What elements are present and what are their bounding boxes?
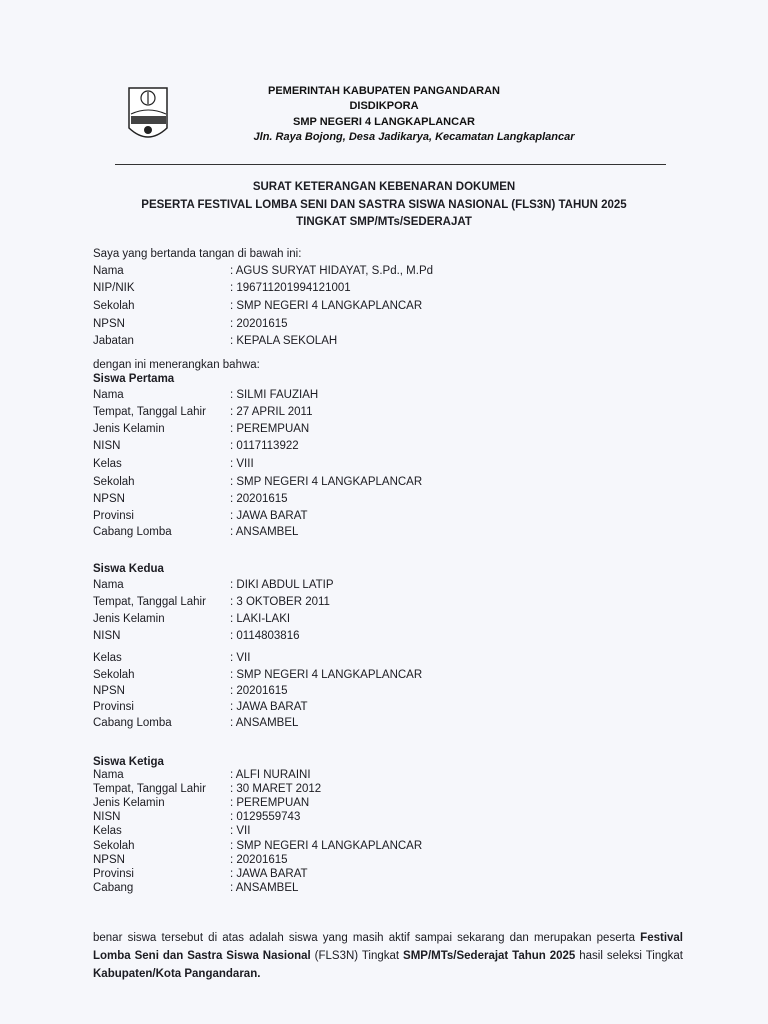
field-value: : SMP NEGERI 4 LANGKAPLANCAR	[230, 669, 423, 681]
field-label: Provinsi	[93, 868, 134, 880]
field-label: Cabang Lomba	[93, 526, 172, 538]
field-label: Cabang Lomba	[93, 717, 172, 729]
student-row	[93, 389, 318, 401]
field-value: : 0117113922	[230, 440, 299, 452]
student-row	[93, 458, 254, 470]
field-label: Cabang	[93, 882, 134, 894]
signer-row	[93, 300, 422, 312]
field-value: : SMP NEGERI 4 LANGKAPLANCAR	[230, 476, 423, 488]
statement-text: dengan ini menerangkan bahwa:	[93, 359, 260, 371]
signer-row	[93, 265, 433, 277]
field-label: NISN	[93, 811, 121, 823]
field-value: : 20201615	[230, 318, 288, 330]
field-value: : 196711201994121001	[230, 282, 351, 294]
student-heading: Siswa Kedua	[93, 563, 164, 575]
field-label: Jenis Kelamin	[93, 797, 165, 809]
field-value: : ANSAMBEL	[230, 882, 299, 894]
field-value: : 30 MARET 2012	[230, 783, 322, 795]
field-label: Nama	[93, 579, 124, 591]
student-row	[93, 440, 299, 452]
field-value: : KEPALA SEKOLAH	[230, 335, 338, 347]
field-label: Kelas	[93, 825, 122, 837]
field-value: : 0129559743	[230, 811, 301, 823]
student-row	[93, 854, 288, 866]
letterhead-school: SMP NEGERI 4 LANGKAPLANCAR	[293, 116, 475, 128]
field-label: Nama	[93, 389, 124, 401]
field-value: : 20201615	[230, 854, 288, 866]
field-value: : JAWA BARAT	[230, 868, 308, 880]
student-heading: Siswa Ketiga	[93, 756, 164, 768]
student-row	[93, 840, 422, 852]
field-label: Kelas	[93, 652, 122, 664]
field-label: Provinsi	[93, 510, 134, 522]
letterhead-address: Jln. Raya Bojong, Desa Jadikarya, Kecamatan Langkaplancar	[253, 131, 575, 143]
field-label: Sekolah	[93, 840, 135, 852]
field-value: : SMP NEGERI 4 LANGKAPLANCAR	[230, 840, 423, 852]
field-value: : ANSAMBEL	[230, 526, 299, 538]
field-value: : VII	[230, 652, 251, 664]
student-row	[93, 783, 321, 795]
student-row	[93, 717, 298, 729]
student-row	[93, 493, 288, 505]
field-label: Kelas	[93, 458, 122, 470]
signer-row	[93, 335, 337, 347]
field-label: Jabatan	[93, 335, 134, 347]
field-label: Jenis Kelamin	[93, 613, 165, 625]
student-row	[93, 630, 300, 642]
student-row	[93, 423, 309, 435]
student-heading: Siswa Pertama	[93, 373, 175, 385]
student-row	[93, 526, 298, 538]
student-row	[93, 882, 298, 894]
field-label: Provinsi	[93, 701, 134, 713]
student-row	[93, 685, 288, 697]
signer-row	[93, 318, 288, 330]
student-row	[93, 811, 300, 823]
field-label: NIP/NIK	[93, 282, 135, 294]
field-value: : 3 OKTOBER 2011	[230, 596, 330, 608]
student-row	[93, 596, 330, 608]
field-label: Sekolah	[93, 669, 135, 681]
field-value: : PEREMPUAN	[230, 797, 310, 809]
student-row	[93, 510, 308, 522]
field-label: NISN	[93, 440, 121, 452]
field-value: : DIKI ABDUL LATIP	[230, 579, 334, 591]
field-value: : 20201615	[230, 493, 288, 505]
field-label: Tempat, Tanggal Lahir	[93, 596, 206, 608]
field-value: : SILMI FAUZIAH	[230, 389, 319, 401]
letterhead-government: PEMERINTAH KABUPATEN PANGANDARAN	[267, 85, 500, 97]
field-label: Nama	[93, 769, 124, 781]
student-row	[93, 769, 311, 781]
field-label: Sekolah	[93, 476, 135, 488]
field-value: : ANSAMBEL	[230, 717, 299, 729]
student-row	[93, 613, 290, 625]
student-row	[93, 701, 308, 713]
field-label: Tempat, Tanggal Lahir	[93, 783, 206, 795]
field-value: : VII	[230, 825, 251, 837]
field-label: NISN	[93, 630, 121, 642]
student-row	[93, 825, 250, 837]
student-row	[93, 652, 250, 664]
field-value: : 20201615	[230, 685, 288, 697]
field-label: NPSN	[93, 493, 125, 505]
field-value: : JAWA BARAT	[230, 510, 308, 522]
field-value: : SMP NEGERI 4 LANGKAPLANCAR	[230, 300, 423, 312]
student-row	[93, 669, 422, 681]
field-label: Sekolah	[93, 300, 135, 312]
student-row	[93, 476, 422, 488]
field-label: NPSN	[93, 685, 125, 697]
intro-text: Saya yang bertanda tangan di bawah ini:	[93, 248, 302, 260]
field-label: Tempat, Tanggal Lahir	[93, 406, 206, 418]
letterhead-agency: DISDIKPORA	[349, 100, 419, 112]
student-row	[93, 797, 309, 809]
signer-row	[93, 282, 351, 294]
field-value: : 27 APRIL 2011	[230, 406, 313, 418]
field-label: Jenis Kelamin	[93, 423, 165, 435]
field-value: : PEREMPUAN	[230, 423, 310, 435]
document-title: SURAT KETERANGAN KEBENARAN DOKUMEN	[252, 181, 516, 193]
field-value: : 0114803816	[230, 630, 300, 642]
student-row	[93, 579, 334, 591]
field-label: NPSN	[93, 318, 125, 330]
field-value: : LAKI-LAKI	[230, 613, 291, 625]
document-level: TINGKAT SMP/MTs/SEDERAJAT	[296, 216, 472, 228]
letterhead-divider	[115, 164, 666, 165]
field-value: : VIII	[230, 458, 254, 470]
closing-paragraph: benar siswa tersebut di atas adalah siswa yang masih aktif sampai sekarang dan merupakan peserta Festival Lomba Seni dan Sastra Siswa Nasional (FLS3N) Tingkat SMP/MTs/Sederajat Tahun 2025 hasil seleksi Tingkat Kabupaten/Kota Pangandaran.	[93, 932, 683, 980]
student-row	[93, 406, 312, 418]
document-subtitle: PESERTA FESTIVAL LOMBA SENI DAN SASTRA SISWA NASIONAL (FLS3N) TAHUN 2025	[141, 199, 627, 211]
student-row	[93, 868, 308, 880]
field-value: : ALFI NURAINI	[230, 769, 311, 781]
field-value: : JAWA BARAT	[230, 701, 308, 713]
field-label: NPSN	[93, 854, 125, 866]
field-label: Nama	[93, 265, 124, 277]
field-value: : AGUS SURYAT HIDAYAT, S.Pd., M.Pd	[230, 265, 434, 277]
